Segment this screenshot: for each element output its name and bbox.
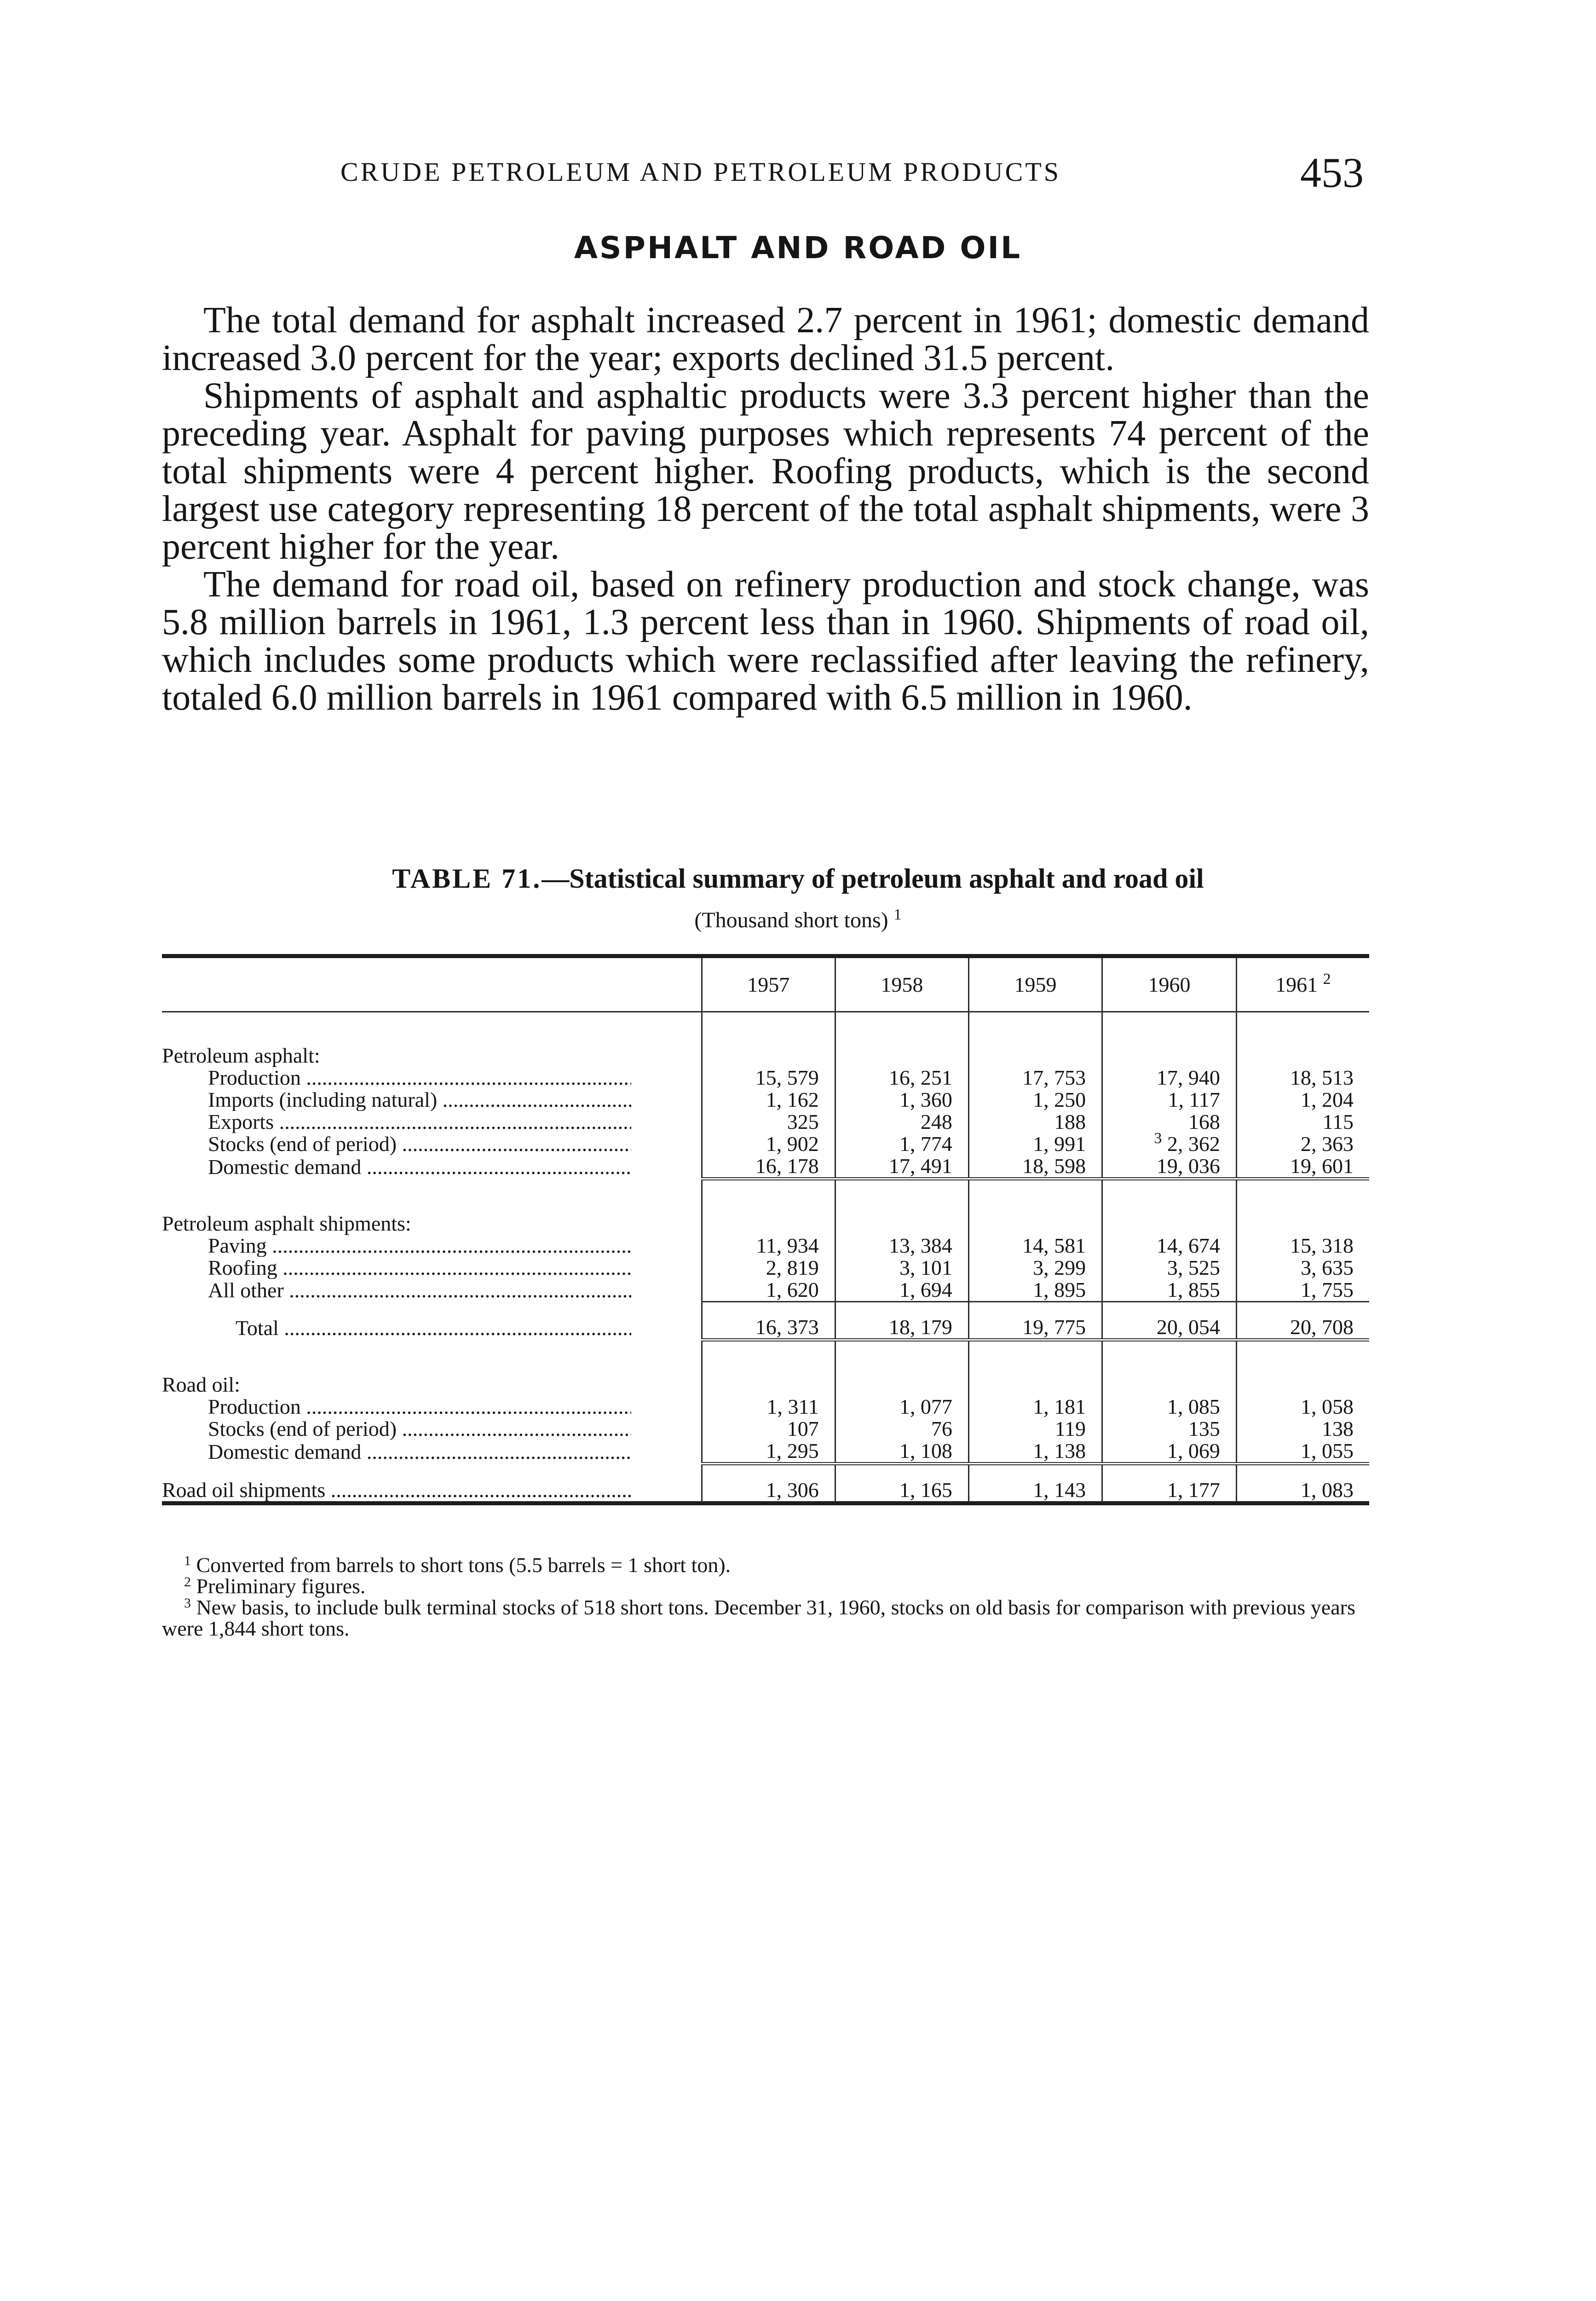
cell: 17, 940 bbox=[1102, 1067, 1237, 1089]
footnote-text: Converted from barrels to short tons (5.5 barrels = 1 short ton). bbox=[196, 1553, 731, 1577]
cell: 1, 311 bbox=[702, 1396, 835, 1418]
group-heading: Petroleum asphalt: bbox=[162, 1044, 320, 1067]
cell: 1, 138 bbox=[968, 1440, 1102, 1464]
table-row bbox=[162, 1235, 1369, 1257]
table-title-text: —Statistical summary of petroleum asphalt and road oil bbox=[542, 863, 1204, 894]
cell-value: 2, 362 bbox=[1167, 1132, 1220, 1156]
cell: 1, 058 bbox=[1236, 1396, 1369, 1418]
row-label: Roofing ..... bbox=[208, 1257, 631, 1279]
page-number: 453 bbox=[1300, 149, 1364, 196]
cell: 1, 306 bbox=[702, 1479, 835, 1503]
cell: 16, 251 bbox=[835, 1067, 968, 1089]
cell: 15, 579 bbox=[702, 1067, 835, 1089]
group-heading-row bbox=[162, 1045, 1369, 1067]
cell: 1, 108 bbox=[835, 1440, 968, 1464]
cell: 248 bbox=[835, 1111, 968, 1133]
cell: 115 bbox=[1236, 1111, 1369, 1133]
body-text bbox=[162, 301, 1369, 717]
cell: 2, 819 bbox=[702, 1257, 835, 1279]
footnote bbox=[162, 1555, 1369, 1576]
cell: 17, 753 bbox=[968, 1067, 1102, 1089]
cell: 1, 991 bbox=[968, 1133, 1102, 1155]
row-label: Total ..... bbox=[236, 1317, 631, 1339]
footnote-mark: 2 bbox=[184, 1574, 191, 1590]
footnote-text: Preliminary figures. bbox=[196, 1574, 366, 1598]
row-label: Production ..... bbox=[208, 1396, 631, 1418]
cell: 1, 055 bbox=[1236, 1440, 1369, 1464]
row-label: Exports ..... bbox=[208, 1111, 631, 1133]
footnote-ref: 1 bbox=[893, 906, 902, 923]
cell: 3, 299 bbox=[968, 1257, 1102, 1279]
group-heading: Road oil: bbox=[162, 1373, 240, 1396]
cell: 18, 513 bbox=[1236, 1067, 1369, 1089]
row-label: Stocks (end of period) ..... bbox=[208, 1133, 631, 1155]
table-row bbox=[162, 1067, 1369, 1089]
row-label: Domestic demand ..... bbox=[208, 1441, 631, 1463]
cell: 1, 755 bbox=[1236, 1279, 1369, 1302]
cell: 1, 165 bbox=[835, 1479, 968, 1503]
table-row bbox=[162, 1396, 1369, 1418]
row-label: Paving ..... bbox=[208, 1235, 631, 1257]
column-header-year: 1961 bbox=[1275, 972, 1318, 996]
cell: 325 bbox=[702, 1111, 835, 1133]
paragraph: The total demand for asphalt increased 2.7 percent in 1961; domestic demand increased 3.0 percent for the year; exports declined 31.5 percent. bbox=[162, 300, 1369, 378]
cell: 168 bbox=[1102, 1111, 1237, 1133]
cell: 14, 674 bbox=[1102, 1235, 1237, 1257]
table-title bbox=[0, 863, 1596, 895]
cell: 1, 855 bbox=[1102, 1279, 1237, 1302]
running-head bbox=[0, 149, 1596, 202]
table-row bbox=[162, 1133, 1369, 1155]
table-units: (Thousand short tons) bbox=[694, 908, 888, 932]
cell: 1, 694 bbox=[835, 1279, 968, 1302]
cell: 1, 250 bbox=[968, 1089, 1102, 1111]
cell: 1, 620 bbox=[702, 1279, 835, 1302]
cell: 3, 525 bbox=[1102, 1257, 1237, 1279]
footnote-ref: 2 bbox=[1323, 970, 1331, 988]
table-row bbox=[162, 1089, 1369, 1111]
table-row bbox=[162, 1479, 1369, 1503]
row-label: Road oil shipments ..... bbox=[162, 1479, 631, 1501]
cell: 76 bbox=[835, 1418, 968, 1440]
row-label: Stocks (end of period) ..... bbox=[208, 1418, 631, 1440]
cell: 1, 069 bbox=[1102, 1440, 1237, 1464]
table-row bbox=[162, 1440, 1369, 1464]
cell: 18, 598 bbox=[968, 1155, 1102, 1179]
cell: 16, 178 bbox=[702, 1155, 835, 1179]
cell: 1, 117 bbox=[1102, 1089, 1237, 1111]
statistics-table bbox=[162, 954, 1369, 1505]
row-label: All other ..... bbox=[208, 1279, 631, 1301]
footnote-ref: 3 bbox=[1154, 1130, 1162, 1147]
cell: 1, 077 bbox=[835, 1396, 968, 1418]
footnote-mark: 3 bbox=[184, 1596, 191, 1611]
cell bbox=[1102, 1130, 1237, 1156]
row-label: Production ..... bbox=[208, 1067, 631, 1089]
row-label: Domestic demand ..... bbox=[208, 1156, 631, 1178]
cell: 18, 179 bbox=[835, 1316, 968, 1340]
stub-header bbox=[162, 956, 702, 1012]
table-label: TABLE 71. bbox=[392, 863, 542, 894]
cell: 20, 708 bbox=[1236, 1316, 1369, 1340]
paragraph: Shipments of asphalt and asphaltic products were 3.3 percent higher than the preceding year. Asphalt for paving purposes which represents 74 percent of the total shipments were 4 percent higher. Roofing products, which is the second largest use category representing 18 percent of the total asphalt shipments, were 3 percent higher for the year. bbox=[162, 376, 1369, 567]
cell: 138 bbox=[1236, 1418, 1369, 1440]
cell: 2, 363 bbox=[1236, 1133, 1369, 1155]
cell: 1, 360 bbox=[835, 1089, 968, 1111]
cell: 1, 204 bbox=[1236, 1089, 1369, 1111]
running-head-title: CRUDE PETROLEUM AND PETROLEUM PRODUCTS bbox=[340, 157, 1061, 187]
cell: 15, 318 bbox=[1236, 1235, 1369, 1257]
cell: 19, 775 bbox=[968, 1316, 1102, 1340]
table-subtitle bbox=[0, 908, 1596, 933]
group-heading-row bbox=[162, 1374, 1369, 1396]
cell: 19, 036 bbox=[1102, 1155, 1237, 1179]
cell: 135 bbox=[1102, 1418, 1237, 1440]
table-row bbox=[162, 1111, 1369, 1133]
column-header: 1960 bbox=[1102, 956, 1237, 1012]
paragraph: The demand for road oil, based on refinery production and stock change, was 5.8 million barrels in 1961, 1.3 percent less than in 1960. Shipments of road oil, which includes some products which were reclassified after leaving the refinery, totaled 6.0 million barrels in 1961 compared with 6.5 million in 1960. bbox=[162, 564, 1369, 718]
footnote bbox=[162, 1576, 1369, 1597]
cell: 16, 373 bbox=[702, 1316, 835, 1340]
table-row bbox=[162, 1257, 1369, 1279]
cell: 3, 101 bbox=[835, 1257, 968, 1279]
footnote-mark: 1 bbox=[184, 1553, 191, 1568]
cell: 119 bbox=[968, 1418, 1102, 1440]
column-header: 1958 bbox=[835, 956, 968, 1012]
cell: 1, 902 bbox=[702, 1133, 835, 1155]
total-row bbox=[162, 1316, 1369, 1340]
group-heading-row bbox=[162, 1213, 1369, 1235]
cell: 1, 295 bbox=[702, 1440, 835, 1464]
cell: 13, 384 bbox=[835, 1235, 968, 1257]
table-row bbox=[162, 1279, 1369, 1302]
footnotes bbox=[162, 1555, 1369, 1639]
cell: 1, 143 bbox=[968, 1479, 1102, 1503]
cell: 1, 774 bbox=[835, 1133, 968, 1155]
table-row bbox=[162, 1155, 1369, 1179]
cell: 1, 177 bbox=[1102, 1479, 1237, 1503]
section-heading: ASPHALT AND ROAD OIL bbox=[574, 230, 1022, 266]
cell: 188 bbox=[968, 1111, 1102, 1133]
cell: 1, 085 bbox=[1102, 1396, 1237, 1418]
column-header: 1959 bbox=[968, 956, 1102, 1012]
cell: 3, 635 bbox=[1236, 1257, 1369, 1279]
cell: 14, 581 bbox=[968, 1235, 1102, 1257]
cell: 19, 601 bbox=[1236, 1155, 1369, 1179]
group-heading: Petroleum asphalt shipments: bbox=[162, 1212, 411, 1235]
cell: 1, 162 bbox=[702, 1089, 835, 1111]
row-label: Imports (including natural) ..... bbox=[208, 1089, 631, 1111]
cell: 1, 895 bbox=[968, 1279, 1102, 1302]
column-header bbox=[1236, 956, 1369, 1012]
cell: 1, 181 bbox=[968, 1396, 1102, 1418]
cell: 1, 083 bbox=[1236, 1479, 1369, 1503]
column-header: 1957 bbox=[702, 956, 835, 1012]
cell: 11, 934 bbox=[702, 1235, 835, 1257]
table-row bbox=[162, 1418, 1369, 1440]
footnote-text: New basis, to include bulk terminal stocks of 518 short tons. December 31, 1960, stocks on old basis for comparison with previous years were 1,844 short tons. bbox=[162, 1596, 1355, 1640]
cell: 107 bbox=[702, 1418, 835, 1440]
cell: 17, 491 bbox=[835, 1155, 968, 1179]
table-header-row bbox=[162, 956, 1369, 1012]
footnote bbox=[162, 1597, 1369, 1639]
cell: 20, 054 bbox=[1102, 1316, 1237, 1340]
